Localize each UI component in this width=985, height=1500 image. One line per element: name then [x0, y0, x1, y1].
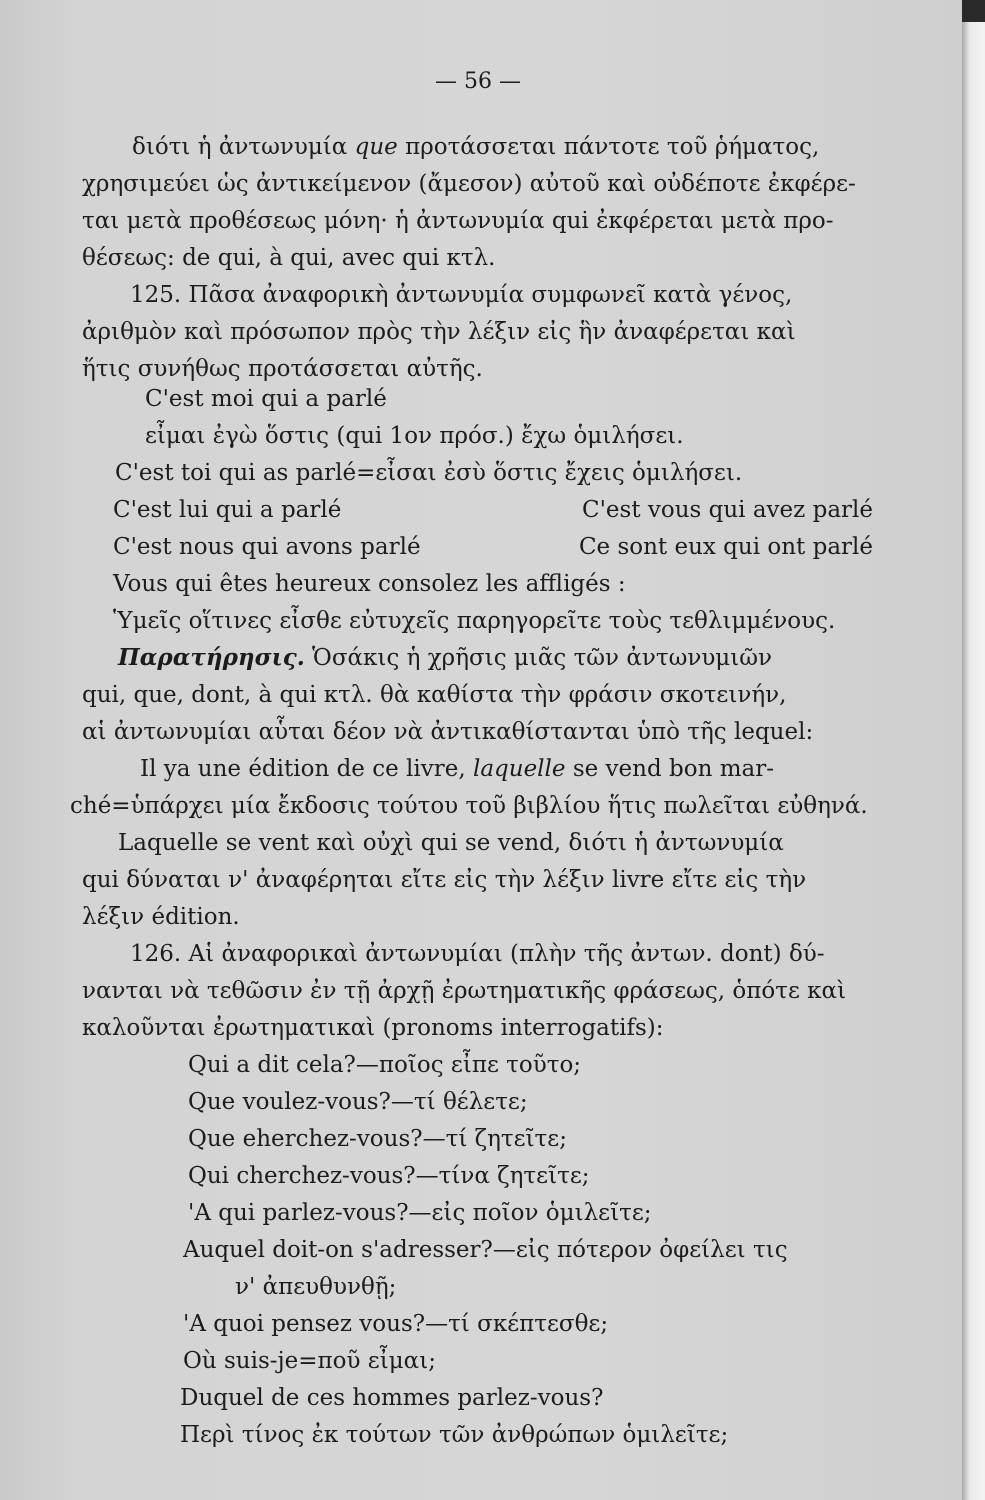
example-line: Qui cherchez-vous?—τίνα ζητεῖτε;	[188, 1163, 590, 1189]
text-line: ἀριθμὸν καὶ πρόσωπον πρὸς τὴν λέξιν εἰς ἣν ἀναφέρεται καὶ	[82, 319, 796, 345]
adjacent-page-edge	[962, 0, 985, 1500]
binding-shadow	[962, 0, 985, 22]
text-line: χρησιμεύει ὡς ἀντικείμενον (ἄμεσον) αὐτοῦ καὶ οὐδέποτε ἐκφέρε-	[82, 171, 856, 197]
remark-heading: Παρατήρησις.	[118, 644, 305, 671]
text-line: νανται νὰ τεθῶσιν ἐν τῇ ἀρχῇ ἐρωτηματικῆς φράσεως, ὁπότε καὶ	[82, 978, 847, 1004]
example-line: C'est toi qui as parlé=εἶσαι ἐσὺ ὅστις ἔχεις ὁμιλήσει.	[115, 460, 743, 486]
text-line: 126. Αἱ ἀναφορικαὶ ἀντωνυμίαι (πλὴν τῆς ἀντων. dont) δύ-	[130, 941, 825, 967]
example-line: Que voulez-vous?—τί θέλετε;	[188, 1089, 528, 1115]
example-line: 'A quoi pensez vous?—τί σκέπτεσθε;	[183, 1311, 609, 1337]
example-line: Περὶ τίνος ἐκ τούτων τῶν ἀνθρώπων ὁμιλεῖτε;	[180, 1422, 729, 1448]
example-line: Vous qui êtes heureux consolez les affligés :	[113, 571, 626, 597]
example-line: 'A qui parlez-vous?—εἰς ποῖον ὁμιλεῖτε;	[188, 1200, 652, 1226]
text-line: qui, que, dont, à qui κτλ. θὰ καθίστα τὴν φράσιν σκοτεινήν,	[82, 682, 787, 708]
page-number: — 56 —	[435, 69, 521, 94]
example-line: Que eherchez-vous?—τί ζητεῖτε;	[188, 1126, 567, 1152]
example-line: Ὑμεῖς οἵτινες εἶσθε εὐτυχεῖς παρηγορεῖτε τοὺς τεθλιμμένους.	[113, 608, 836, 634]
text-line: αἱ ἀντωνυμίαι αὗται δέον νὰ ἀντικαθίστανται ὑπὸ τῆς lequel:	[82, 719, 814, 745]
text-line: καλοῦνται ἐρωτηματικαὶ (pronoms interrogatifs):	[82, 1015, 664, 1041]
example-line: Où suis-je=ποῦ εἶμαι;	[183, 1348, 436, 1374]
text-line: λέξιν édition.	[82, 904, 240, 930]
text-line: qui δύναται ν' ἀναφέρηται εἴτε εἰς τὴν λέξιν livre εἴτε εἰς τὴν	[82, 867, 807, 893]
example-pair: C'est lui qui a parlé C'est vous qui avez parlé	[113, 497, 873, 523]
text-line: διότι ἡ ἀντωνυμία que προτάσσεται πάντοτε τοῦ ῥήματος,	[132, 134, 820, 160]
text-line: Il ya une édition de ce livre, laquelle se vend bon mar-	[140, 756, 774, 782]
text-line: 125. Πᾶσα ἀναφορικὴ ἀντωνυμία συμφωνεῖ κατὰ γένος,	[130, 282, 793, 308]
example-line: Qui a dit cela?—ποῖος εἶπε τοῦτο;	[188, 1052, 582, 1078]
example-pair: C'est nous qui avons parlé Ce sont eux qui ont parlé	[113, 534, 873, 560]
example-line: εἶμαι ἐγὼ ὅστις (qui 1ον πρόσ.) ἔχω ὁμιλήσει.	[145, 423, 684, 449]
text-line: θέσεως: de qui, à qui, avec qui κτλ.	[82, 245, 496, 271]
text-line: ché=ὑπάρχει μία ἔκδοσις τούτου τοῦ βιβλίου ἥτις πωλεῖται εὐθηνά.	[70, 793, 868, 819]
remark-line: Παρατήρησις. Ὁσάκις ἡ χρῆσις μιᾶς τῶν ἀντωνυμιῶν	[118, 644, 773, 671]
example-line: ν' ἀπευθυνθῇ;	[235, 1274, 397, 1300]
text-line: ται μετὰ προθέσεως μόνη· ἡ ἀντωνυμία qui ἐκφέρεται μετὰ προ-	[82, 208, 834, 234]
example-line: C'est moi qui a parlé	[145, 386, 387, 412]
example-line: Auquel doit-on s'adresser?—εἰς πότερον ὀφείλει τις	[183, 1237, 788, 1263]
text-line: ἥτις συνήθως προτάσσεται αὐτῆς.	[82, 356, 483, 382]
example-line: Duquel de ces hommes parlez-vous?	[180, 1385, 604, 1411]
text-line: Laquelle se vent καὶ οὐχὶ qui se vend, διότι ἡ ἀντωνυμία	[118, 830, 784, 856]
